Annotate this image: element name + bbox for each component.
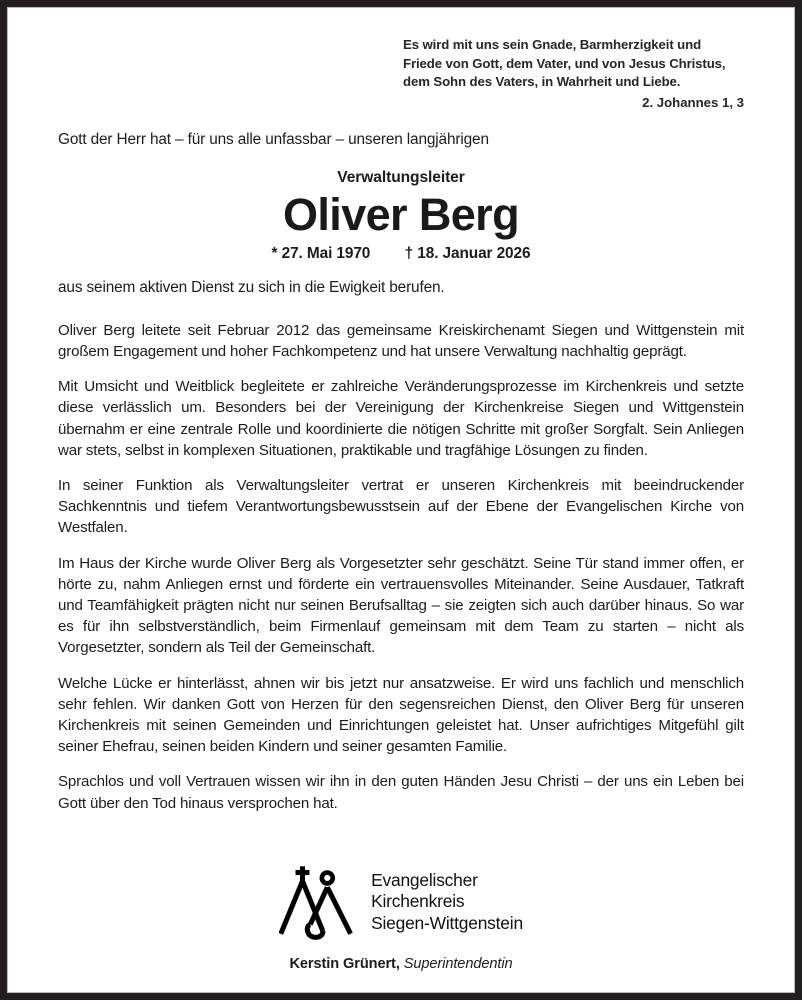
scripture-line: Es wird mit uns sein Gnade, Barmherzigkeit und <box>403 37 702 52</box>
church-cross-figure-logo-icon <box>279 864 357 940</box>
life-dates <box>58 245 744 263</box>
organization-line: Evangelischer <box>371 869 478 890</box>
tribute-paragraph: Oliver Berg leitete seit Februar 2012 das gemeinsame Kreiskirchenamt Siegen und Wittgenstein mit großem Engagement und hoher Fachkompetenz und hat unsere Verwaltung nachhaltig geprägt. <box>58 321 744 360</box>
organization-name <box>371 870 523 934</box>
scripture-quote <box>403 36 744 92</box>
organization-logo <box>8 864 794 940</box>
death-date: † 18. Januar 2026 <box>404 244 531 262</box>
scripture-reference: 2. Johannes 1, 3 <box>642 94 744 110</box>
birth-date: * 27. Mai 1970 <box>271 244 371 262</box>
announcement-intro: Gott der Herr hat – für uns alle unfassbar – unseren langjährigen <box>58 130 489 148</box>
tribute-paragraph: Mit Umsicht und Weitblick begleitete er zahlreiche Veränderungsprozesse im Kirchenkreis und setzte diese verlässlich um. Besonders bei der Vereinigung der Kirchenkreise Siegen und Wittgenstein übernahm er eine zentrale Rolle und koordinierte die nötigen Schritte mit großer Sorgfalt. Sein Anliegen war stets, selbst in komplexen Situationen, praktikable und tragfähige Lösungen zu finden. <box>58 378 744 459</box>
signatory-name: Kerstin Grünert, <box>289 956 400 972</box>
signatory-title: Superintendentin <box>403 956 513 972</box>
tribute-body <box>58 320 744 814</box>
tribute-paragraph: Welche Lücke er hinterlässt, ahnen wir bis jetzt nur ansatzweise. Er wird uns fachlich und menschlich sehr fehlen. Wir danken Gott von Herzen für den segensreichen Dienst, den Oliver Berg für unseren Kirchenkreis mit seinen Gemeinden und Einrichtungen geleistet hat. Unser aufrichtiges Mitgefühl gilt seiner Ehefrau, seinen beiden Kindern und seiner gesamten Familie. <box>58 674 744 756</box>
scripture-line: Friede von Gott, dem Vater, und von Jesus Christus, <box>403 55 726 71</box>
organization-line: Kirchenkreis <box>371 891 465 912</box>
footer-block <box>8 864 794 972</box>
organization-line: Siegen-Wittgenstein <box>371 912 523 933</box>
signatory <box>8 956 794 972</box>
tribute-paragraph: In seiner Funktion als Verwaltungsleiter vertrat er unseren Kirchenkreis mit beeindruckender Sachkenntnis und tiefem Verantwortungsbewusstsein auf der Ebene der Evangelischen Kirche von Westfalen. <box>58 477 744 537</box>
deceased-role: Verwaltungsleiter <box>337 168 465 186</box>
scripture-line: dem Sohn des Vaters, in Wahrheit und Liebe. <box>403 74 681 90</box>
tribute-paragraph: Sprachlos und voll Vertrauen wissen wir ihn in den guten Händen Jesu Christi – der uns ein Leben bei Gott über den Tod hinaus versprochen hat. <box>58 773 744 812</box>
deceased-name: Oliver Berg <box>282 188 519 240</box>
tribute-paragraph: Im Haus der Kirche wurde Oliver Berg als Vorgesetzter sehr geschätzt. Seine Tür stand immer offen, er hörte zu, nahm Anliegen ernst und förderte ein vertrauensvolles Miteinander. Seine Ausdauer, Tatkraft und Teamfähigkeit prägten nicht nur seinen Berufsalltag – sie zeigten sich auch darüber hinaus. So war es für ihn selbstverständlich, beim Firmenlauf gemeinsam mit dem Team zu starten – nicht als Vorgesetzter, sondern als Teil der Gemeinschaft. <box>58 554 744 657</box>
announcement-closing: aus seinem aktiven Dienst zu sich in die Ewigkeit berufen. <box>58 278 445 296</box>
obituary-sheet <box>7 7 795 993</box>
